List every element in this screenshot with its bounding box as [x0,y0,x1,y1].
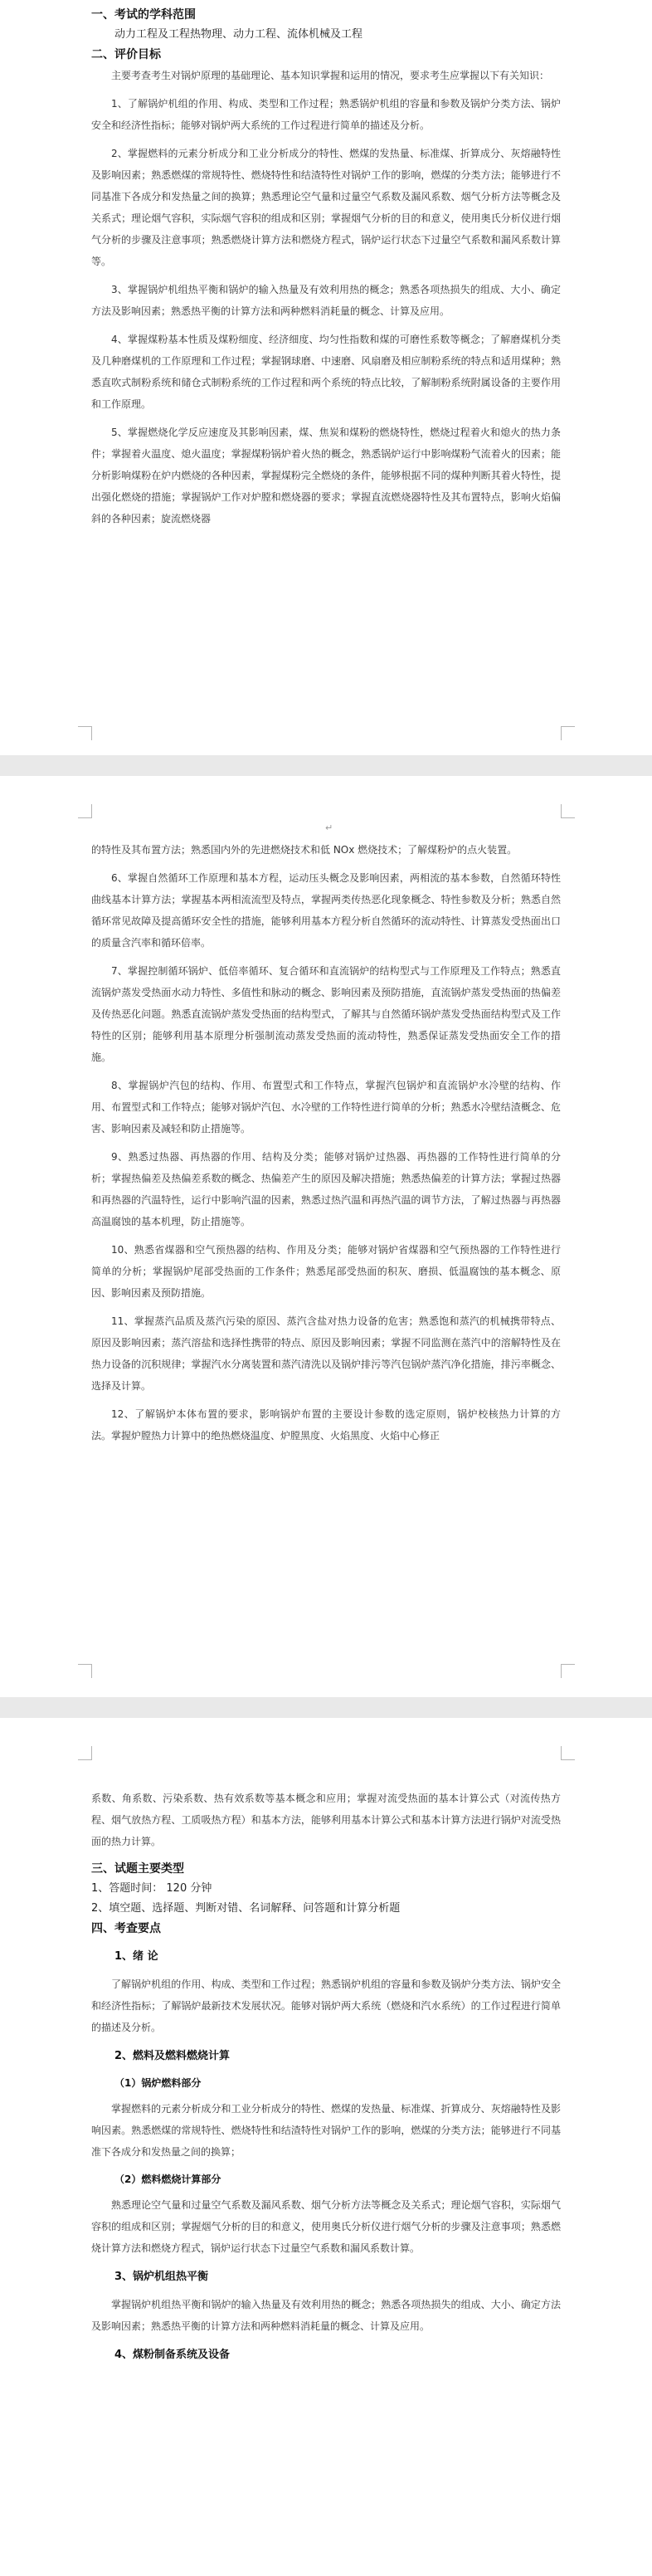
page-corner-mark [78,1746,92,1760]
section-heading-points: 四、考查要点 [91,1922,161,1935]
goal-item-1: 1、了解锅炉机组的作用、构成、类型和工作过程；熟悉锅炉机组的容量和参数及锅炉分类方法、锅炉安全和经济性指标；能够对锅炉两大系统的工作过程进行简单的描述及分析。 [91,98,561,131]
section-heading-scope: 一、考试的学科范围 [91,8,196,22]
goal-item-7: 7、掌握控制循环锅炉、低倍率循环、复合循环和直流锅炉的结构型式与工作原理及工作特点；熟悉直流锅炉蒸发受热面水动力特性、多值性和脉动的概念、影响因素及预防措施，直流锅炉蒸发受热面的热偏差及传热恶化问题。熟悉直流锅炉蒸发受热面的结构型式，了解其与自然循环锅炉蒸发受热面结构型式及工作特性的区别；能够利用基本原理分析强制流动蒸发受热面的流动特性，熟悉保证蒸发受热面安全工作的措施。 [91,965,561,1063]
page-corner-mark [78,804,92,818]
goal-intro: 主要考查考生对锅炉原理的基础理论、基本知识掌握和运用的情况，要求考生应掌握以下有关知识： [111,70,550,81]
paragraph-mark: ↵ [325,822,333,833]
goal-item-10: 10、熟悉省煤器和空气预热器的结构、作用及分类；能够对锅炉省煤器和空气预热器的工作特性进行简单的分析；掌握锅炉尾部受热面的工作条件；熟悉尾部受热面的积灰、磨损、低温腐蚀的基本概念、原因、影响因素及预防措施。 [91,1244,561,1299]
goal-item-2: 2、掌握燃料的元素分析成分和工业分析成分的特性、燃煤的发热量、标准煤、折算成分、灰熔融特性及影响因素；熟悉燃煤的常规特性、燃烧特性和结渣特性对锅炉工作的影响，燃煤的分类方法；能够进行不同基准下各成分和发热量之间的换算；熟悉理论空气量和过量空气系数及漏风系数、烟气分析方法等概念及关系式；理论烟气容积，实际烟气容积的组成和区别；掌握烟气分析的目的和意义，使用奥氏分析仪进行烟气分析的步骤及注意事项；熟悉燃烧计算方法和燃烧方程式，锅炉运行状态下过量空气系数和漏风系数计算等。 [91,148,561,267]
section-heading-types: 三、试题主要类型 [91,1862,184,1876]
goal-item-12: 12、了解锅炉本体布置的要求，影响锅炉布置的主要设计参数的选定原则，锅炉校核热力计算的方法。掌握炉膛热力计算中的绝热燃烧温度、炉膛黑度、火焰黑度、火焰中心修正 [91,1408,561,1442]
intro-text: 了解锅炉机组的作用、构成、类型和工作过程；熟悉锅炉机组的容量和参数及锅炉分类方法、锅炉安全和经济性指标；了解锅炉最新技术发展状况。能够对锅炉两大系统（燃烧和汽水系统）的工作过程进行简单的描述及分析。 [91,1978,561,2033]
combustion-calc-text: 熟悉理论空气量和过量空气系数及漏风系数、烟气分析方法等概念及关系式；理论烟气容积，实际烟气容积的组成和区别；掌握烟气分析的目的和意义，使用奥氏分析仪进行烟气分析的步骤及注意事项；熟悉燃烧计算方法和燃烧方程式，锅炉运行状态下过量空气系数和漏风系数计算。 [91,2199,561,2254]
goal-item-3: 3、掌握锅炉机组热平衡和锅炉的输入热量及有效利用热的概念；熟悉各项热损失的组成、大小、确定方法及影响因素；熟悉热平衡的计算方法和两种燃料消耗量的概念、计算及应用。 [91,284,561,317]
document-page-3 [0,1718,652,2576]
heat-balance-text: 掌握锅炉机组热平衡和锅炉的输入热量及有效利用热的概念；熟悉各项热损失的组成、大小、确定方法及影响因素；熟悉热平衡的计算方法和两种燃料消耗量的概念、计算及应用。 [91,2299,561,2332]
page-corner-mark [561,804,575,818]
goal-item-9: 9、熟悉过热器、再热器的作用、结构及分类；能够对锅炉过热器、再热器的工作特性进行简单的分析；掌握热偏差及热偏差系数的概念、热偏差产生的原因及解决措施；熟悉热偏差的计算方法；掌握过热器和再热器的汽温特性，运行中影响汽温的因素，熟悉过热汽温和再热汽温的调节方法，了解过热器与再热器高温腐蚀的基本机理，防止措施等。 [91,1151,561,1227]
goal-item-4: 4、掌握煤粉基本性质及煤粉细度、经济细度、均匀性指数和煤的可磨性系数等概念；了解磨煤机分类及几种磨煤机的工作原理和工作过程；掌握钢球磨、中速磨、风扇磨及相应制粉系统的特点和适用煤种；熟悉直吹式制粉系统和储仓式制粉系统的工作过程和两个系统的特点比较，了解制粉系统附属设备的主要作用和工作原理。 [91,334,561,410]
subheading-heat-balance: 3、锅炉机组热平衡 [114,2271,209,2283]
page-corner-mark [78,1664,92,1678]
subheading-intro: 1、绪 论 [114,1950,158,1963]
subheading-fuel: 2、燃料及燃料燃烧计算 [114,2050,231,2062]
section-heading-goal: 二、评价目标 [91,48,161,61]
goal-item-8: 8、掌握锅炉汽包的结构、作用、布置型式和工作特点，掌握汽包锅炉和直流锅炉水冷壁的结构、作用、布置型式和工作特点；能够对锅炉汽包、水冷壁的工作特性进行简单的分析；熟悉水冷壁结渣概念、危害、影响因素及减轻和防止措施等。 [91,1080,561,1134]
page-corner-mark [561,726,575,740]
goal-item-6: 6、掌握自然循环工作原理和基本方程，运动压头概念及影响因素，两相流的基本参数，自然循环特性曲线基本计算方法；掌握基本两相流流型及特点，掌握两类传热恶化现象概念、特性参数及分析；熟悉自然循环常见故障及提高循环安全性的措施，能够利用基本方程分析自然循环的流动特性、计算蒸发受热面出口的质量含汽率和循环倍率。 [91,872,561,949]
document-page-1 [0,0,652,755]
goal-item-12-continued: 系数、角系数、污染系数、热有效系数等基本概念和应用；掌握对流受热面的基本计算公式（对流传热方程、烟气放热方程、工质吸热方程）和基本方法，能够利用基本计算公式和基本计算方法进行锅炉对流受热面的热力计算。 [91,1793,561,1847]
goal-item-5-continued: 的特性及其布置方法；熟悉国内外的先进燃烧技术和低 NOx 燃烧技术；了解煤粉炉的点火装置。 [91,844,518,856]
subheading-pulverizing: 4、煤粉制备系统及设备 [114,2349,231,2361]
goal-item-11: 11、掌握蒸汽品质及蒸汽污染的原因、蒸汽含盐对热力设备的危害；熟悉饱和蒸汽的机械携带特点、原因及影响因素；蒸汽溶盐和选择性携带的特点、原因及影响因素；掌握不同监测在蒸汽中的溶解特性及在热力设备的沉积规律；掌握汽水分离装置和蒸汽清洗以及锅炉排污等汽包锅炉蒸汽净化措施，排污率概念、选择及计算。 [91,1315,561,1392]
question-types: 2、填空题、选择题、判断对错、名词解释、问答题和计算分析题 [91,1902,401,1915]
subheading-fuel-part: （1）锅炉燃料部分 [114,2077,202,2089]
page-corner-mark [561,1664,575,1678]
page-corner-mark [78,726,92,740]
scope-text: 动力工程及工程热物理、动力工程、流体机械及工程 [114,28,363,41]
document-page-2 [0,776,652,1697]
page-corner-mark [561,1746,575,1760]
goal-item-5: 5、掌握燃烧化学反应速度及其影响因素，煤、焦炭和煤粉的燃烧特性，燃烧过程着火和熄火的热力条件；掌握着火温度、熄火温度；掌握煤粉锅炉着火热的概念，熟悉锅炉运行中影响煤粉气流着火的因素；能分析影响煤粉在炉内燃烧的各种因素，掌握煤粉完全燃烧的条件，能够根据不同的煤种判断其着火特性，提出强化燃烧的措施；掌握锅炉工作对炉膛和燃烧器的要求；掌握直流燃烧器特性及其布置特点，影响火焰偏斜的各种因素；旋流燃烧器 [91,427,561,524]
answer-time: 1、答题时间： 120 分钟 [91,1882,212,1895]
fuel-part-text: 掌握燃料的元素分析成分和工业分析成分的特性、燃煤的发热量、标准煤、折算成分、灰熔融特性及影响因素。熟悉燃煤的常规特性、燃烧特性和结渣特性对锅炉工作的影响，燃煤的分类方法；能够进行不同基准下各成分和发热量之间的换算； [91,2103,561,2158]
subheading-combustion-calc: （2）燃料燃烧计算部分 [114,2174,221,2185]
